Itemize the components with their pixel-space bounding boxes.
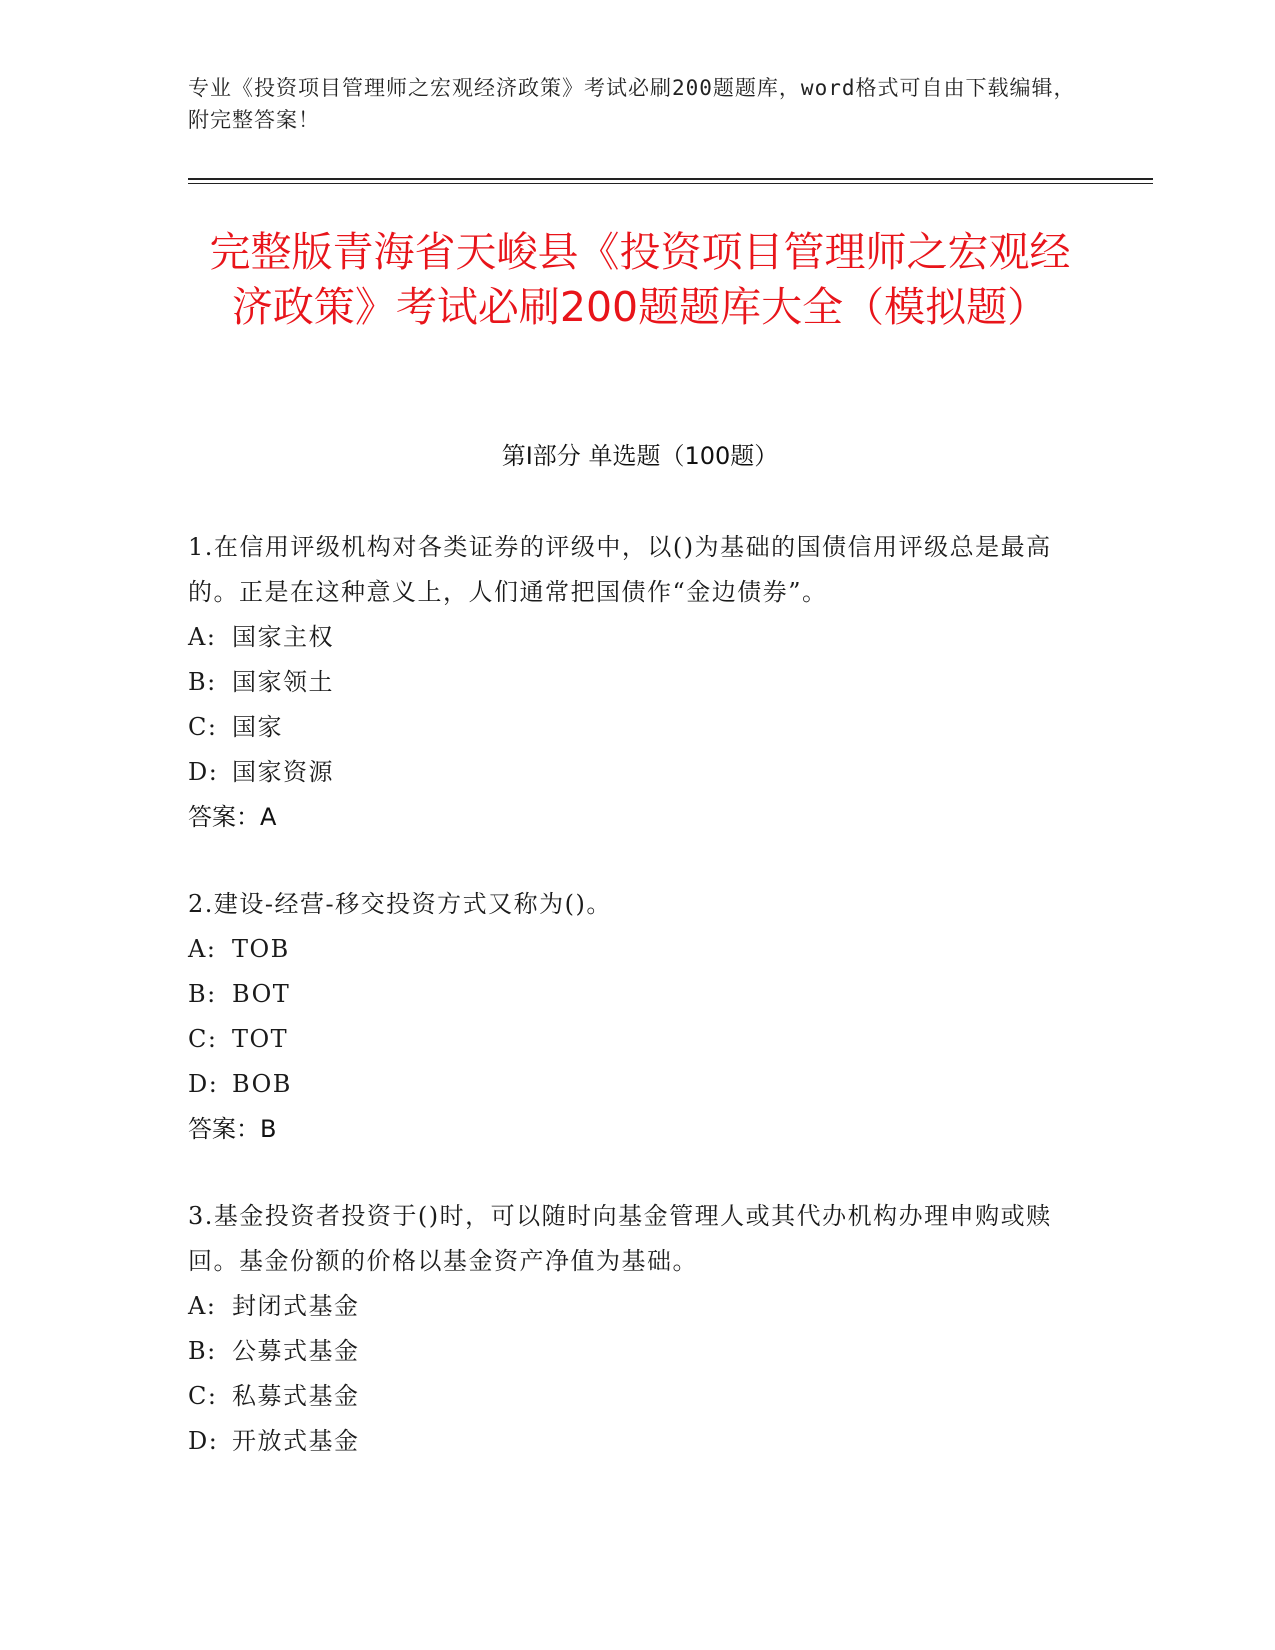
- option-c: [188, 1374, 1068, 1419]
- option-text: TOT: [232, 1025, 289, 1053]
- header-note: 专业《投资项目管理师之宏观经济政策》考试必刷200题题库，word格式可自由下载编辑，附完整答案！: [188, 76, 1076, 132]
- answer-line: 答案：B: [188, 1115, 277, 1143]
- option-letter: B:: [188, 1337, 217, 1365]
- option-letter: D:: [188, 758, 219, 786]
- option-a: [188, 1284, 1068, 1329]
- question-stem: 1.在信用评级机构对各类证券的评级中，以()为基础的国债信用评级总是最高的。正是在这种意义上，人们通常把国债作“金边债券”。: [188, 533, 1052, 606]
- document-title: 完整版青海省天峻县《投资项目管理师之宏观经济政策》考试必刷200题题库大全（模拟题）: [209, 228, 1071, 331]
- question-1: [188, 525, 1068, 840]
- option-text: BOT: [232, 980, 291, 1008]
- header-rule-thick: [188, 178, 1153, 180]
- option-b: [188, 972, 1068, 1017]
- option-d: [188, 1419, 1068, 1464]
- option-letter: C:: [188, 713, 218, 741]
- answer-line: 答案：A: [188, 803, 277, 831]
- option-c: [188, 1017, 1068, 1062]
- option-b: [188, 660, 1068, 705]
- option-text: 私募式基金: [232, 1382, 360, 1410]
- option-text: 国家资源: [232, 758, 334, 786]
- option-text: BOB: [232, 1070, 292, 1098]
- option-text: 国家领土: [232, 668, 334, 696]
- option-text: 国家: [232, 713, 283, 741]
- option-letter: C:: [188, 1025, 218, 1053]
- option-letter: A:: [188, 935, 217, 963]
- option-text: 公募式基金: [232, 1337, 360, 1365]
- option-text: TOB: [232, 935, 290, 963]
- option-d: [188, 1062, 1068, 1107]
- question-list: [188, 525, 1068, 1506]
- option-text: 开放式基金: [232, 1427, 360, 1455]
- question-stem: 2.建设-经营-移交投资方式又称为()。: [188, 890, 612, 918]
- option-a: [188, 927, 1068, 972]
- option-a: [188, 615, 1068, 660]
- header-rule-thin: [188, 183, 1153, 184]
- option-c: [188, 705, 1068, 750]
- question-stem: 3.基金投资者投资于()时，可以随时向基金管理人或其代办机构办理申购或赎回。基金份额的价格以基金资产净值为基础。: [188, 1202, 1052, 1275]
- option-letter: B:: [188, 668, 217, 696]
- section-title: 第Ⅰ部分 单选题（100题）: [501, 442, 779, 470]
- question-3: [188, 1194, 1068, 1464]
- option-letter: D:: [188, 1427, 219, 1455]
- option-b: [188, 1329, 1068, 1374]
- option-text: 封闭式基金: [232, 1292, 360, 1320]
- option-letter: A:: [188, 1292, 217, 1320]
- option-letter: B:: [188, 980, 217, 1008]
- option-letter: C:: [188, 1382, 218, 1410]
- option-letter: D:: [188, 1070, 219, 1098]
- option-d: [188, 750, 1068, 795]
- option-letter: A:: [188, 623, 217, 651]
- question-2: [188, 882, 1068, 1152]
- option-text: 国家主权: [232, 623, 334, 651]
